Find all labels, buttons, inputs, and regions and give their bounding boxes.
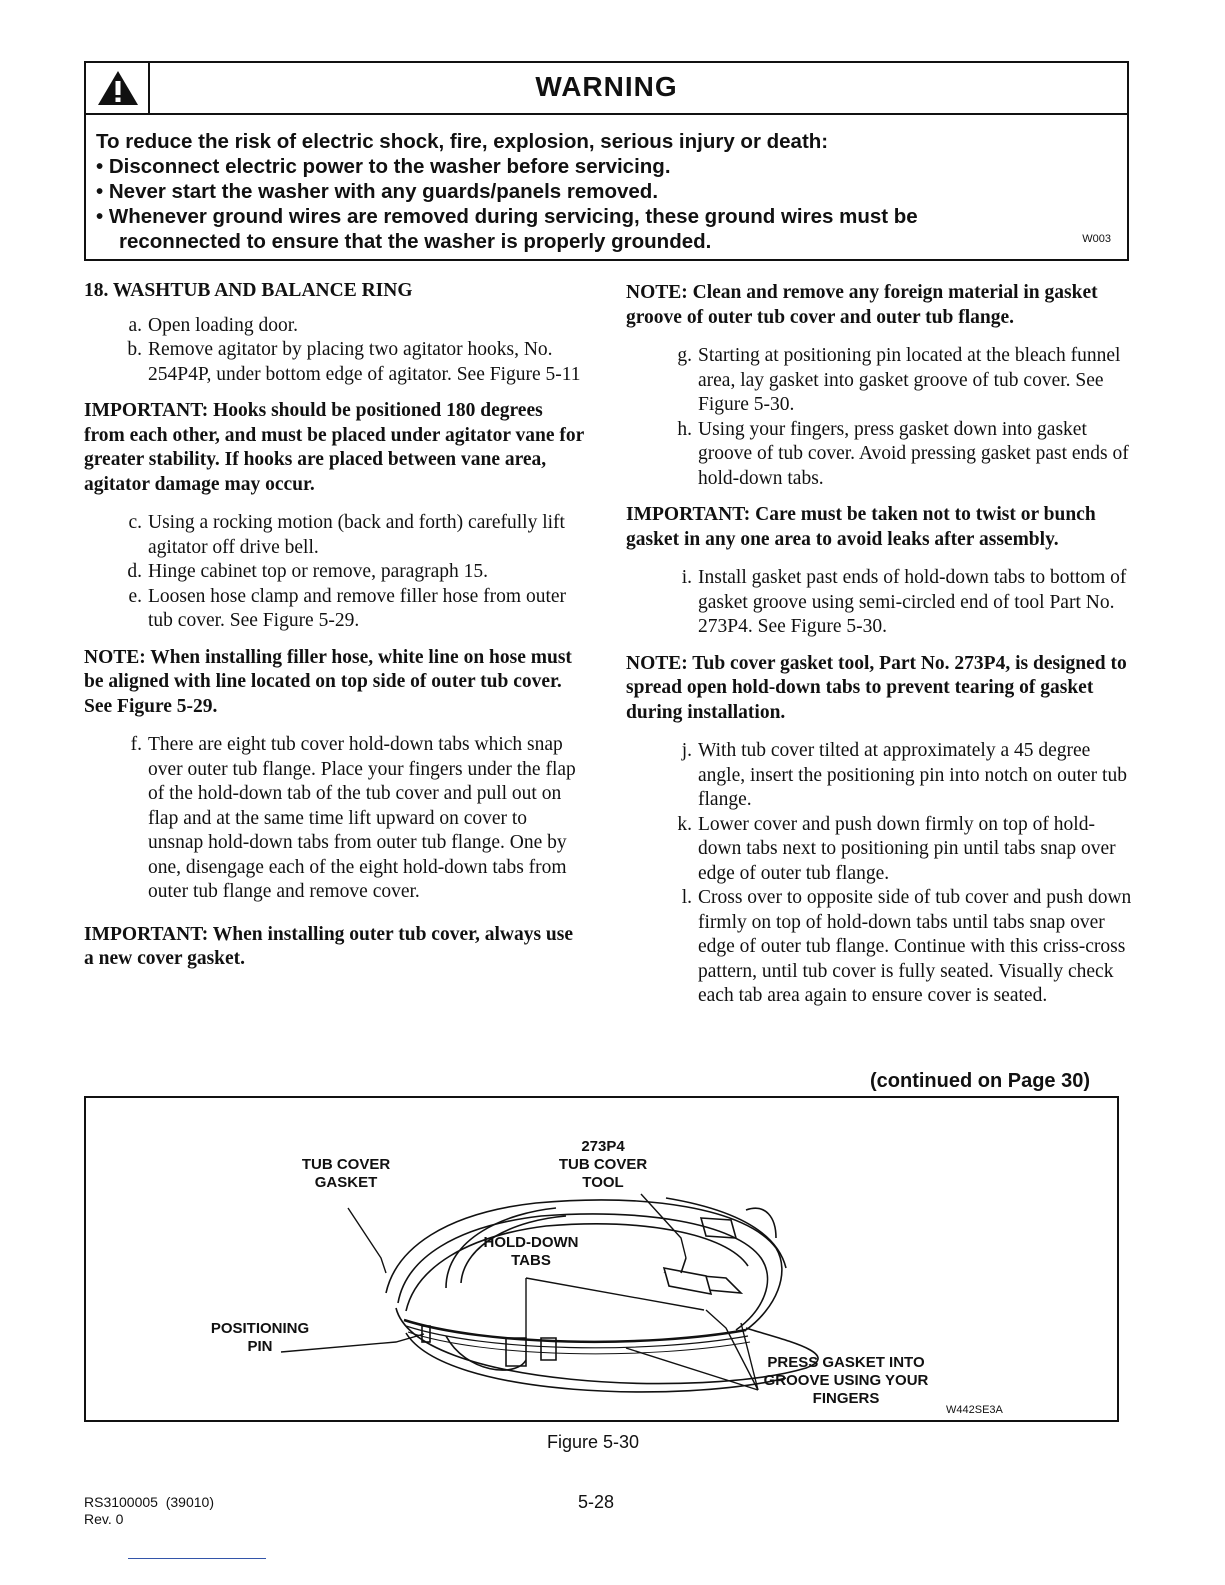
step-letter: f. — [130, 734, 142, 755]
footer-doc-info — [84, 1494, 214, 1528]
figure-box — [84, 1096, 1119, 1422]
step-item — [662, 813, 1136, 887]
step-text: With tub cover tilted at approximately a 45 degree angle, insert the positioning pin into notch on outer tub flange. — [698, 740, 1127, 810]
warning-title: WARNING — [535, 71, 678, 102]
warning-bullet: • Disconnect electric power to the washer before servicing. — [96, 155, 671, 178]
warning-code: W003 — [1082, 233, 1111, 245]
steps-c-e — [112, 511, 584, 634]
step-item — [112, 338, 584, 387]
scan-edge-line — [128, 1558, 266, 1559]
label-tub-cover-gasket: TUB COVER GASKET — [301, 1156, 391, 1191]
note: NOTE: When installing filler hose, white line on hose must be aligned with line located on top side of outer tub cover. See Figure 5-29. — [84, 646, 572, 717]
step-text: There are eight tub cover hold-down tabs which snap over outer tub flange. Place your fingers under the flap of the hold-down tab of the tub cover and pull out on flap and at the same time lift upward on cover to unsnap hold-down tabs from outer tub flange. One by one, disengage each of the eight hold-down tabs from outer tub flange and remove cover. — [148, 734, 576, 902]
step-text: Using a rocking motion (back and forth) carefully lift agitator off drive bell. — [148, 512, 565, 558]
label-tub-cover-tool: 273P4 TUB COVER TOOL — [558, 1138, 648, 1191]
steps-f — [112, 733, 584, 905]
step-letter: k. — [677, 813, 692, 835]
section-title: 18. WASHTUB AND BALANCE RING — [84, 280, 413, 301]
warning-bullet: • Never start the washer with any guards/panels removed. — [96, 180, 659, 203]
important-note: IMPORTANT: When installing outer tub cover, always use a new cover gasket. — [84, 923, 574, 969]
steps-a-b — [112, 314, 584, 388]
step-text: Install gasket past ends of hold-down tabs to bottom of gasket groove using semi-circled end of tool Part No. 273P4. See Figure 5-30. — [698, 567, 1127, 637]
steps-j-l — [662, 739, 1136, 1009]
step-letter: d. — [127, 561, 142, 582]
step-letter: j. — [681, 740, 692, 761]
right-column — [626, 281, 1136, 1021]
step-item — [662, 418, 1136, 492]
warning-bullet: • Whenever ground wires are removed during servicing, these ground wires must be — [96, 205, 918, 228]
continued-note: (continued on Page 30) — [870, 1070, 1091, 1092]
step-item — [662, 739, 1136, 813]
warning-box — [84, 61, 1129, 261]
step-letter: e. — [128, 585, 142, 607]
step-text: Loosen hose clamp and remove filler hose from outer tub cover. See Figure 5-29. — [148, 585, 567, 631]
left-column — [84, 279, 584, 986]
steps-i — [662, 566, 1136, 640]
step-text: Open loading door. — [148, 314, 299, 336]
step-letter: b. — [127, 339, 142, 360]
step-text: Remove agitator by placing two agitator hooks, No. 254P4P, under bottom edge of agitator. See Figure 5-11 — [148, 339, 581, 385]
step-item — [112, 511, 584, 560]
warning-intro: To reduce the risk of electric shock, fire, explosion, serious injury or death: — [96, 130, 829, 153]
step-item — [112, 733, 584, 905]
important-note: IMPORTANT: Care must be taken not to twist or bunch gasket in any one area to avoid leaks after assembly. — [626, 504, 1096, 550]
step-letter: g. — [677, 345, 692, 366]
revision: Rev. 0 — [84, 1511, 124, 1527]
step-text: Starting at positioning pin located at the bleach funnel area, lay gasket into gasket groove of tub cover. See Figure 5-30. — [698, 345, 1121, 415]
step-text: Using your fingers, press gasket down into gasket groove of tub cover. Avoid pressing gasket past ends of hold-down tabs. — [698, 418, 1129, 489]
step-item — [662, 886, 1136, 1009]
step-item — [112, 560, 584, 585]
page-number: 5-28 — [578, 1492, 615, 1512]
label-press-gasket: PRESS GASKET INTO GROOVE USING YOUR FINGERS — [763, 1354, 929, 1407]
step-letter: c. — [128, 512, 142, 533]
step-text: Cross over to opposite side of tub cover and push down firmly on top of hold-down tabs until tabs snap over edge of outer tub flange. Continue with this criss-cross pattern, until tub cover is fully seated. Visually check each tab area again to ensure cover is seated. — [698, 887, 1132, 1006]
figure-code: W442SE3A — [946, 1404, 1003, 1416]
doc-number: RS3100005 (39010) — [84, 1494, 214, 1510]
steps-g-h — [662, 344, 1136, 491]
step-item — [112, 314, 584, 339]
label-positioning-pin: POSITIONING PIN — [210, 1320, 310, 1355]
figure-caption: Figure 5-30 — [547, 1432, 640, 1452]
important-note: IMPORTANT: Hooks should be positioned 180 degrees from each other, and must be placed under agitator vane for greater stability. If hooks are placed between vane area, agitator damage may occur. — [84, 400, 584, 495]
warning-body — [96, 129, 918, 254]
step-letter: h. — [677, 418, 692, 440]
warning-header — [86, 63, 1127, 115]
step-text: Hinge cabinet top or remove, paragraph 15. — [148, 561, 489, 582]
step-letter: i. — [681, 567, 692, 588]
step-item — [662, 344, 1136, 418]
step-item — [112, 585, 584, 634]
step-text: Lower cover and push down firmly on top of hold- down tabs next to positioning pin until tabs snap over edge of outer tub flange. — [698, 813, 1116, 884]
note: NOTE: Clean and remove any foreign material in gasket groove of outer tub cover and outer tub flange. — [626, 282, 1098, 328]
step-item — [662, 566, 1136, 640]
note: NOTE: Tub cover gasket tool, Part No. 273P4, is designed to spread open hold-down tabs to prevent tearing of gasket during installation. — [626, 652, 1127, 723]
label-hold-down-tabs: HOLD-DOWN TABS — [483, 1234, 579, 1269]
warning-bullet-continued: reconnected to ensure that the washer is properly grounded. — [119, 230, 712, 253]
step-letter: a. — [128, 314, 142, 336]
step-letter: l. — [681, 887, 692, 908]
